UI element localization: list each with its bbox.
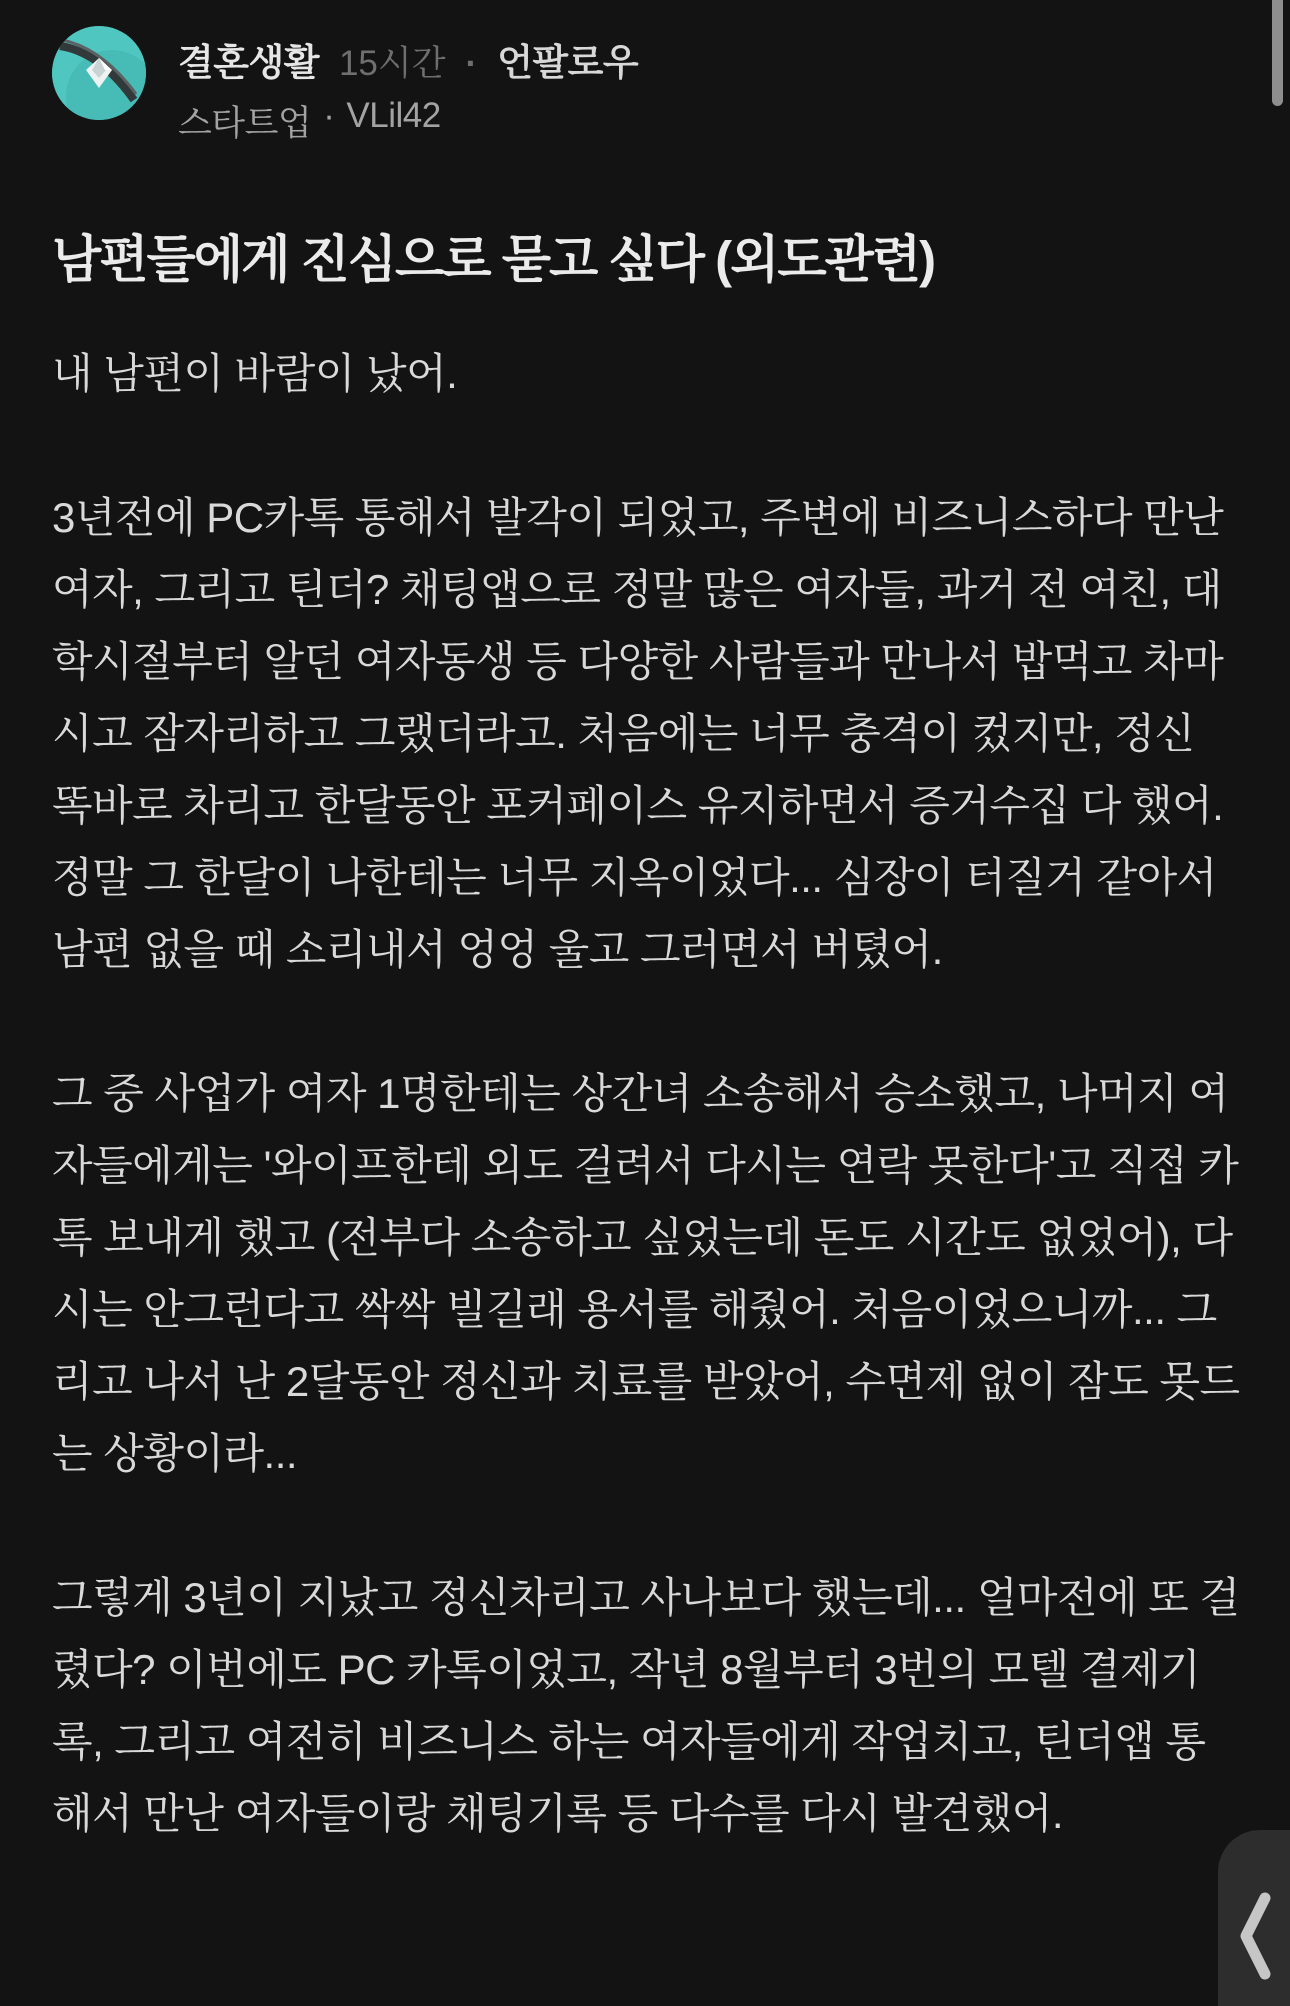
post-header <box>52 26 1230 146</box>
community-name[interactable]: 결혼생활 <box>178 42 319 83</box>
chevron-left-icon <box>1238 1890 1272 1982</box>
avatar[interactable] <box>52 26 146 120</box>
header-text <box>178 26 638 146</box>
author-handle: VLil42 <box>346 96 441 135</box>
unfollow-button[interactable]: 언팔로우 <box>497 42 639 83</box>
subtitle-separator-dot: · <box>323 96 335 135</box>
author-company: 스타트업 <box>178 104 312 143</box>
separator-dot: · <box>465 44 478 83</box>
scrollbar-thumb[interactable] <box>1272 0 1283 106</box>
post-paragraph-3: 그 중 사업가 여자 1명한테는 상간녀 소송해서 승소했고, 나머지 여자들에게는 '와이프한테 외도 걸려서 다시는 연락 못한다'고 직접 카톡 보내게 했고 (전부다 소송하고 싶었는데 돈도 시간도 없었어), 다시는 안그런다고 싹싹 빌길래 용서를 해줬어. 처음이었으니까... 그리고 나서 난 2달동안 정신과 치료를 받았어, 수면제 없이 잠도 못드는 상황이라... <box>52 1070 1240 1477</box>
diamond-ring-icon <box>52 26 146 120</box>
post-title: 남편들에게 진심으로 묻고 싶다 (외도관련) <box>52 231 935 288</box>
author-info <box>178 96 638 146</box>
header-line1 <box>178 32 638 86</box>
post-paragraph-2: 3년전에 PC카톡 통해서 발각이 되었고, 주변에 비즈니스하다 만난여자, 그리고 틴더? 채팅앱으로 정말 많은 여자들, 과거 전 여친, 대학시절부터 알던 여자동생 등 다양한 사람들과 만나서 밥먹고 차마시고 잠자리하고 그랬더라고. 처음에는 너무 충격이 컸지만, 정신 똑바로 차리고 한달동안 포커페이스 유지하면서 증거수집 다 했어. 정말 그 한달이 나한테는 너무 지옥이었다... 심장이 터질거 같아서 남편 없을 때 소리내서 엉엉 울고 그러면서 버텼어. <box>52 494 1224 973</box>
back-button[interactable] <box>1218 1830 1290 2006</box>
post-paragraph-4: 그렇게 3년이 지났고 정신차리고 사나보다 했는데... 얼마전에 또 걸렸다? 이번에도 PC 카톡이었고, 작년 8월부터 3번의 모텔 결제기록, 그리고 여전히 비즈니스 하는 여자들에게 작업치고, 틴더앱 통해서 만난 여자들이랑 채팅기록 등 다수를 다시 발견했어. <box>52 1574 1240 1837</box>
post-timestamp: 15시간 <box>338 44 446 83</box>
post-body <box>52 338 1244 1850</box>
post-paragraph-1: 내 남편이 바람이 났어. <box>52 350 458 397</box>
